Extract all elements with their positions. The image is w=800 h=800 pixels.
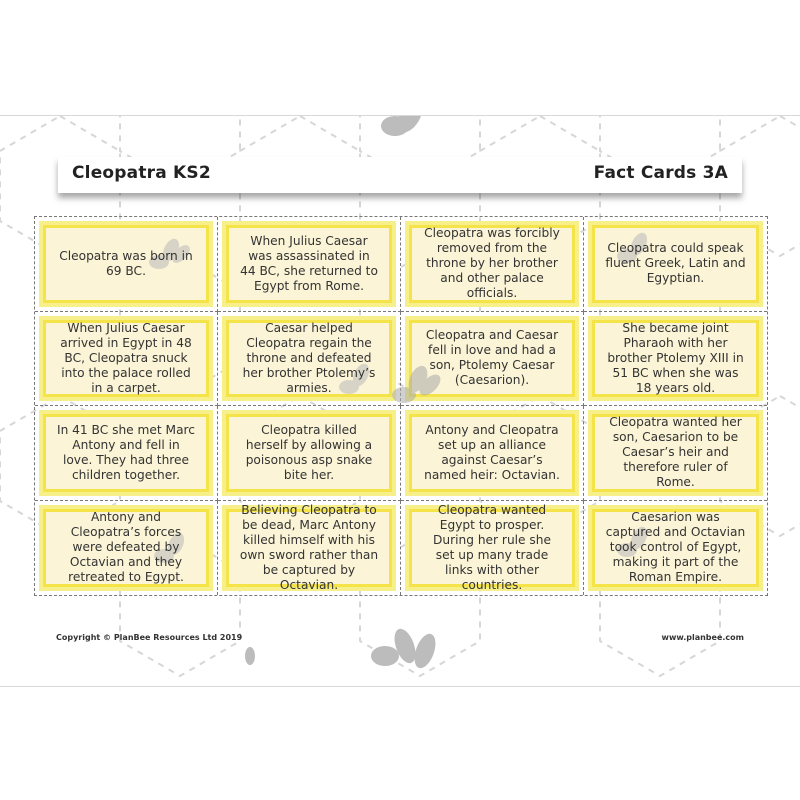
card-text: When Julius Caesar arrived in Egypt in 48 BC, Cleopatra snuck into the palace rolled in a carpet. [60, 320, 192, 395]
card-cell [401, 501, 584, 596]
worksheet-title: Cleopatra KS2 [72, 163, 211, 183]
worksheet-subtitle: Fact Cards 3A [593, 163, 728, 183]
fact-card [405, 502, 579, 592]
card-cell [584, 406, 767, 501]
card-cell [584, 217, 767, 312]
card-text: Caesarion was captured and Octavian took control of Egypt, making it part of the Roman Empire. [605, 510, 746, 585]
card-text: Cleopatra could speak fluent Greek, Latin and Egyptian. [605, 241, 746, 286]
fact-card [39, 505, 213, 592]
card-text: Caesar helped Cleopatra regain the throne and defeated her brother Ptolemy’s armies. [242, 320, 376, 395]
fact-card [405, 410, 579, 496]
card-cell [35, 501, 218, 596]
fact-card [222, 502, 396, 592]
fact-card [222, 410, 396, 496]
worksheet-page [0, 115, 800, 687]
card-cell [401, 406, 584, 501]
card-text: When Julius Caesar was assassinated in 44 BC, she returned to Egypt from Rome. [240, 233, 378, 293]
card-cell [218, 501, 401, 596]
fact-card [39, 221, 213, 307]
card-text: Cleopatra killed herself by allowing a poisonous asp snake bite her. [245, 422, 373, 482]
card-cell [584, 312, 767, 407]
fact-card [588, 221, 763, 307]
fact-card [222, 316, 396, 402]
card-cell [218, 217, 401, 312]
card-cell [401, 217, 584, 312]
card-text: Cleopatra was forcibly removed from the throne by her brother and other palace officials. [424, 226, 560, 301]
card-text: In 41 BC she met Marc Antony and fell in love. They had three children together. [56, 422, 195, 482]
card-text: Believing Cleopatra to be dead, Marc Antony killed himself with his own sword rather than be captured by Octavian. [239, 502, 379, 592]
card-text: Cleopatra was born in 69 BC. [59, 248, 193, 278]
fact-card [39, 410, 213, 496]
card-cell [35, 312, 218, 407]
card-cell [401, 312, 584, 407]
card-cell [584, 501, 767, 596]
fact-card [588, 505, 763, 592]
copyright-text: Copyright © PlanBee Resources Ltd 2019 [56, 633, 243, 642]
card-cell [35, 217, 218, 312]
card-text: She became joint Pharaoh with her brother Ptolemy XIII in 51 BC when she was 18 years old. [607, 320, 744, 395]
title-bar [58, 157, 742, 193]
fact-card [405, 316, 579, 402]
card-cell [218, 312, 401, 407]
fact-card [405, 221, 579, 307]
card-text: Antony and Cleopatra set up an alliance against Caesar’s named heir: Octavian. [424, 422, 560, 482]
card-text: Cleopatra wanted Egypt to prosper. During her rule she set up many trade links with other countries. [432, 502, 551, 592]
website-link[interactable]: www.planbee.com [661, 633, 744, 642]
card-text: Antony and Cleopatra’s forces were defeated by Octavian and they retreated to Egypt. [68, 510, 184, 585]
fact-card [222, 221, 396, 307]
fact-card [39, 316, 213, 402]
card-text: Cleopatra and Caesar fell in love and had a son, Ptolemy Caesar (Caesarion). [425, 328, 559, 388]
card-cell [35, 406, 218, 501]
card-text: Cleopatra wanted her son, Caesarion to be Caesar’s heir and therefore ruler of Rome. [609, 415, 742, 490]
fact-card [588, 410, 763, 496]
fact-card-grid [34, 216, 768, 596]
fact-card [588, 316, 763, 402]
card-cell [218, 406, 401, 501]
